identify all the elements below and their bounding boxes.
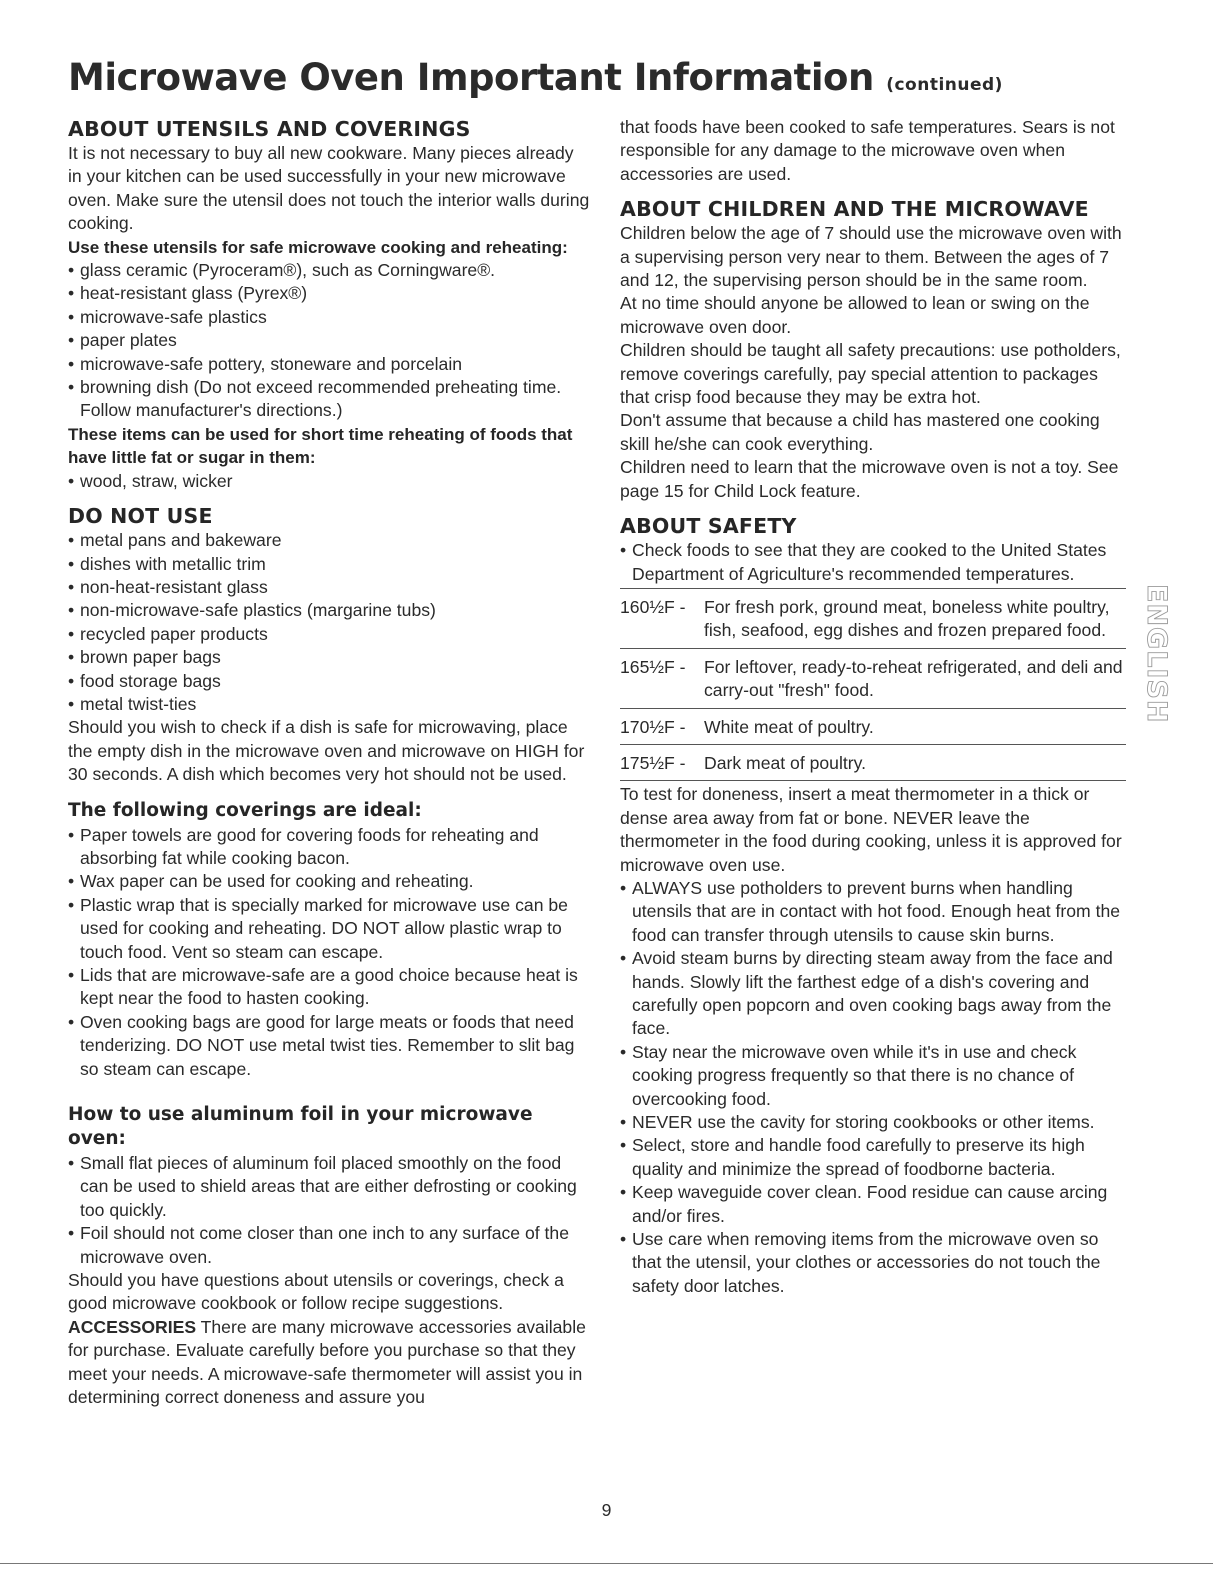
list-item: • ALWAYS use potholders to prevent burns when handling utensils that are in contact with hot food. Enough heat from the food can transfer through utensils to cause skin burns. (620, 877, 1126, 947)
temperature-value: 175½F - (620, 752, 686, 773)
temperature-row (620, 588, 1126, 648)
foil-list (68, 1152, 592, 1269)
list-item: • heat-resistant glass (Pyrex®) (68, 282, 592, 305)
page-title-text: Microwave Oven Important Information (68, 56, 874, 99)
list-item: • Check foods to see that they are cooked to the United States Department of Agriculture's recommended temperatures. (620, 539, 1126, 586)
heading-do-not-use: DO NOT USE (68, 504, 213, 529)
list-item: • Use care when removing items from the microwave oven so that the utensil, your clothes or accessories do not touch the safety door latches. (620, 1228, 1126, 1298)
temperature-table (620, 588, 1126, 781)
temperature-description: For fresh pork, ground meat, boneless white poultry, fish, seafood, egg dishes and frozen prepared food. (704, 596, 1110, 641)
list-item: • non-microwave-safe plastics (margarine tubs) (68, 599, 592, 622)
side-tab-english (1128, 580, 1172, 728)
list-item: • recycled paper products (68, 623, 592, 646)
children-paragraph: Children below the age of 7 should use the microwave oven with a supervising person very near to them. Between the ages of 7 and 12, the supervising person should be in the same room. (620, 223, 1122, 291)
list-item: • glass ceramic (Pyroceram®), such as Corningware®. (68, 259, 592, 282)
page-number: 9 (601, 1500, 612, 1520)
children-paragraph: Don't assume that because a child has mastered one cooking skill he/she can cook everything. (620, 410, 1100, 454)
short-reheat-heading: These items can be used for short time reheating of foods that have little fat or sugar in them: (68, 424, 573, 468)
left-column (68, 116, 592, 1410)
children-paragraph: Children need to learn that the microwave oven is not a toy. See page 15 for Child Lock feature. (620, 457, 1119, 501)
list-item: • metal twist-ties (68, 693, 592, 716)
list-item: • Select, store and handle food carefully to preserve its high quality and minimize the spread of foodborne bacteria. (620, 1134, 1126, 1181)
heading-coverings: The following coverings are ideal: (68, 799, 422, 821)
accessories-text: There are many microwave accessories available for purchase. Evaluate carefully before you purchase so that they meet your needs. A microwave-safe thermometer will assist you in determining correct doneness and assure you (68, 1316, 586, 1408)
temperature-description: Dark meat of poultry. (704, 752, 866, 773)
list-item: • Lids that are microwave-safe are a good choice because heat is kept near the food to hasten cooking. (68, 964, 592, 1011)
list-item: • microwave-safe pottery, stoneware and porcelain (68, 353, 592, 376)
coverings-list (68, 824, 592, 1081)
safe-utensils-list (68, 259, 592, 423)
heading-aluminum-foil: How to use aluminum foil in your microwave oven: (68, 1104, 533, 1150)
list-item: • Small flat pieces of aluminum foil placed smoothly on the food can be used to shield areas that are either defrosting or cooking too quickly. (68, 1152, 592, 1222)
list-item: • Avoid steam burns by directing steam away from the face and hands. Slowly lift the farthest edge of a dish's covering and carefully open popcorn and oven cooking bags away from the face. (620, 947, 1126, 1041)
list-item: • Stay near the microwave oven while it's in use and check cooking progress frequently so that there is no chance of overcooking food. (620, 1041, 1126, 1111)
list-item: • NEVER use the cavity for storing cookbooks or other items. (620, 1111, 1126, 1134)
safety-first-list (620, 539, 1126, 586)
accessories-continuation: that foods have been cooked to safe temperatures. Sears is not responsible for any damage to the microwave oven when accessories are used. (620, 117, 1115, 184)
list-item: • paper plates (68, 329, 592, 352)
list-item: • Oven cooking bags are good for large meats or foods that need tenderizing. DO NOT use metal twist ties. Remember to slit bag so steam can escape. (68, 1011, 592, 1081)
list-item: • Paper towels are good for covering foods for reheating and absorbing fat while cooking bacon. (68, 824, 592, 871)
list-item: • Foil should not come closer than one inch to any surface of the microwave oven. (68, 1222, 592, 1269)
list-item: • Plastic wrap that is specially marked for microwave use can be used for cooking and reheating. DO NOT allow plastic wrap to touch food. Vent so steam can escape. (68, 894, 592, 964)
list-item: • non-heat-resistant glass (68, 576, 592, 599)
list-item: • metal pans and bakeware (68, 529, 592, 552)
doneness-paragraph: To test for doneness, insert a meat thermometer in a thick or dense area away from fat or bone. NEVER leave the thermometer in the food during cooking, unless it is approved for microwave oven use. (620, 784, 1122, 875)
children-paragraph: Children should be taught all safety precautions: use potholders, remove coverings carefully, pay special attention to packages that crisp food because they may be extra hot. (620, 340, 1121, 408)
temperature-row (620, 744, 1126, 780)
safety-list (620, 877, 1126, 1298)
temperature-value: 170½F - (620, 716, 686, 737)
page-title (68, 56, 1003, 99)
right-column (620, 116, 1126, 1298)
short-reheat-list (68, 470, 592, 493)
heading-utensils: ABOUT UTENSILS AND COVERINGS (68, 117, 471, 141)
heading-children: ABOUT CHILDREN AND THE MICROWAVE (620, 197, 1089, 222)
questions-paragraph: Should you have questions about utensils or coverings, check a good microwave cookbook or follow recipe suggestions. (68, 1270, 564, 1314)
temperature-value: 160½F - (620, 596, 686, 617)
list-item: • browning dish (Do not exceed recommended preheating time. Follow manufacturer's directions.) (68, 376, 592, 423)
list-item: • dishes with metallic trim (68, 553, 592, 576)
list-item: • food storage bags (68, 670, 592, 693)
temperature-value: 165½F - (620, 656, 686, 677)
temperature-description: For leftover, ready-to-reheat refrigerated, and deli and carry-out "fresh" food. (704, 656, 1123, 701)
utensils-intro: It is not necessary to buy all new cookware. Many pieces already in your kitchen can be used successfully in your new microwave oven. Make sure the utensil does not touch the interior walls during cooking. (68, 143, 590, 234)
side-tab-label: ENGLISH (1141, 584, 1172, 724)
continued-label: (continued) (886, 75, 1003, 95)
dish-test-paragraph: Should you wish to check if a dish is safe for microwaving, place the empty dish in the microwave oven and microwave on HIGH for 30 seconds. A dish which becomes very hot should not be used. (68, 717, 585, 785)
list-item: • microwave-safe plastics (68, 306, 592, 329)
do-not-use-list (68, 529, 592, 716)
heading-safety: ABOUT SAFETY (620, 514, 797, 539)
list-item: • brown paper bags (68, 646, 592, 669)
list-item: • Keep waveguide cover clean. Food residue can cause arcing and/or fires. (620, 1181, 1126, 1228)
list-item: • Wax paper can be used for cooking and reheating. (68, 870, 592, 893)
temperature-description: White meat of poultry. (704, 716, 874, 737)
temperature-row (620, 648, 1126, 708)
list-item: • wood, straw, wicker (68, 470, 592, 493)
bottom-rule (0, 1563, 1213, 1564)
accessories-paragraph (68, 1316, 592, 1410)
accessories-label: ACCESSORIES (68, 1316, 197, 1337)
children-paragraph: At no time should anyone be allowed to lean or swing on the microwave oven door. (620, 293, 1090, 337)
safe-utensils-heading: Use these utensils for safe microwave cooking and reheating: (68, 237, 568, 257)
temperature-row (620, 708, 1126, 744)
